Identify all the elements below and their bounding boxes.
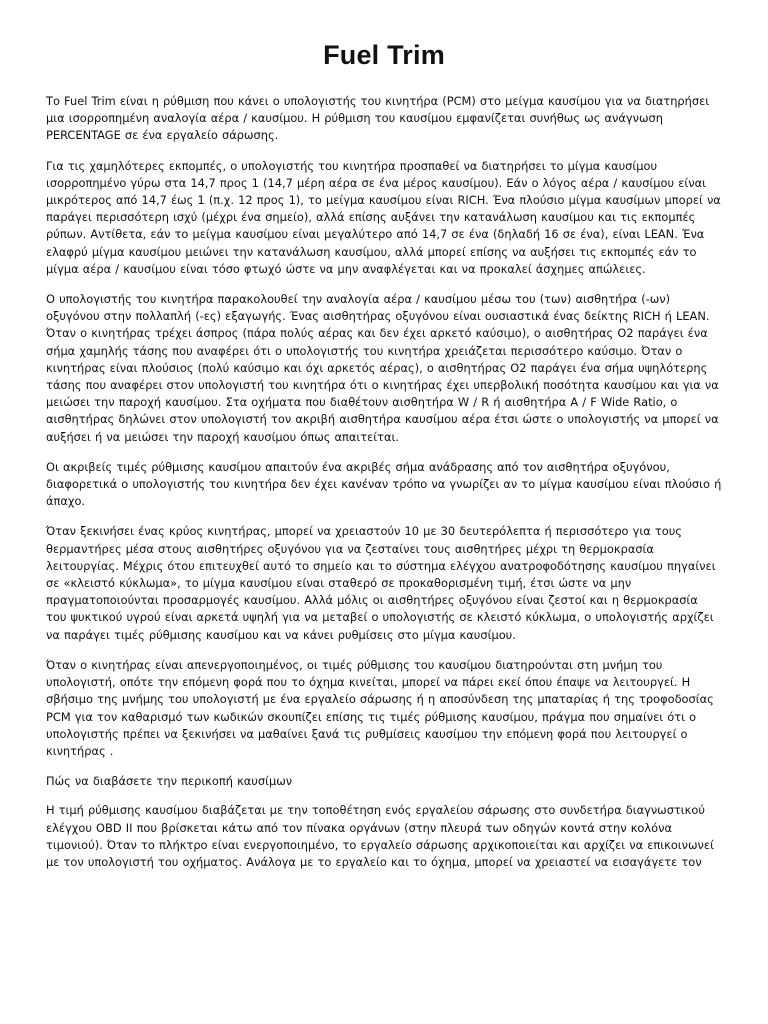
paragraph-air-fuel-ratio: Για τις χαμηλότερες εκπομπές, ο υπολογιστής του κινητήρα προσπαθεί να διατηρήσει το μίγμα καυσίμου ισορροπημένο γύρω στα 14,7 προς 1 (14,7 μέρη αέρα σε ένα μέρος καυσίμου). Εάν ο λόγος αέρα / καυσίμου είναι μικρότερος από 14,7 έως 1 (π.χ. 12 προς 1), το μείγμα καυσίμου είναι RICH. Ένα πλούσιο μίγμα καυσίμων μπορεί να παράγει περισσότερη ισχύ (μέχρι ένα σημείο), αλλά επίσης αυξάνει την κατανάλωση καυσίμου και τις εκπομπές ρύπων. Αντίθετα, εάν το μείγμα καυσίμου είναι μεγαλύτερο από 14,7 σε ένα (δηλαδή 16 σε ένα), είναι LEAN. Ένα ελαφρύ μίγμα καυσίμου μειώνει την κατανάλωση καυσίμου, αλλά μπορεί επίσης να αυξήσει τις εκπομπές εάν το μίγμα αέρα / καυσίμου είναι τόσο φτωχό ώστε να μην αναφλέγεται και να προκαλεί άσχημες απώλειες. [46, 158, 721, 276]
paragraph-fuel-trim-definition: Το Fuel Trim είναι η ρύθμιση που κάνει ο υπολογιστής του κινητήρα (PCM) στο μείγμα καυσίμου για να διατηρήσει μια ισορροπημένη αναλογία αέρα / καυσίμου. Η ρύθμιση του καυσίμου εμφανίζεται συνήθως ως ανάγνωση PERCENTAGE σε ένα εργαλείο σάρωσης. [46, 94, 710, 143]
paragraph-reading-fuel-trim: Η τιμή ρύθμισης καυσίμου διαβάζεται με την τοποθέτηση ενός εργαλείου σάρωσης στο συνδετήρα διαγνωστικού ελέγχου OBD II που βρίσκεται κάτω από τον πίνακα οργάνων (στην πλευρά των οδηγών κοντά στην κολόνα τιμονιού). Όταν το πλήκτρο είναι ενεργοποιημένο, το εργαλείο σάρωσης αρχικοποιείται και αρχίζει να επικοινωνεί με τον υπολογιστή του οχήματος. Ανάλογα με το εργαλείο και το όχημα, μπορεί να χρειαστεί να εισαγάγετε τον [46, 803, 714, 869]
paragraph-oxygen-sensor: Ο υπολογιστής του κινητήρα παρακολουθεί την αναλογία αέρα / καυσίμου μέσω του (των) αισθητήρα (-ων) οξυγόνου στην πολλαπλή (-ες) εξαγωγής. Ένας αισθητήρας οξυγόνου είναι ουσιαστικά ένας δείκτης RICH ή LEAN. Όταν ο κινητήρας τρέχει άσπρος (πάρα πολύς αέρας και δεν έχει αρκετό καύσιμο), ο αισθητήρας O2 παράγει ένα σήμα χαμηλής τάσης που αναφέρει ότι ο υπολογιστής του κινητήρα χρειάζεται περισσότερο καύσιμο. Όταν ο κινητήρας είναι πλούσιος (πολύ καύσιμο και όχι αρκετός αέρας), ο αισθητήρας O2 παράγει ένα σήμα υψηλότερης τάσης που αναφέρει στον υπολογιστή του κινητήρα ότι ο κινητήρας έχει υπερβολική ποσότητα καυσίμου και για να μειώσει την παροχή καυσίμου. Στα οχήματα που διαθέτουν αισθητήρα W / R ή αισθητήρα A / F Wide Ratio, ο αισθητήρας δηλώνει στον υπολογιστή τον ακριβή αισθητήρα καυσίμου αέρα έτσι ώστε ο υπολογιστής να μπορεί να αυξήσει ή να μειώσει την παροχή καυσίμου όπως απαιτείται. [46, 292, 719, 444]
paragraph-feedback-signal: Οι ακριβείς τιμές ρύθμισης καυσίμου απαιτούν ένα ακριβές σήμα ανάδρασης από τον αισθητήρα οξυγόνου, διαφορετικά ο υπολογιστής του κινητήρα δεν έχει κανέναν τρόπο να γνωρίζει αν το μίγμα καυσίμου είναι πλούσιο ή άπαχο. [46, 459, 722, 509]
paragraph-cold-start: Όταν ξεκινήσει ένας κρύος κινητήρας, μπορεί να χρειαστούν 10 με 30 δευτερόλεπτα ή περισσότερο για τους θερμαντήρες μέσα στους αισθητήρες οξυγόνου για να ζεσταίνει τους αισθητήρες μέχρι τη θερμοκρασία λειτουργίας. Μέχρις ότου επιτευχθεί αυτό το σημείο και το σύστημα ελέγχου ανατροφοδότησης καυσίμου πηγαίνει σε «κλειστό κύκλωμα», το μίγμα καυσίμου είναι σταθερό σε προκαθορισμένη τιμή, έτσι ώστε να μην πραγματοποιούνται προσαρμογές καυσίμου. Αλλά μόλις οι αισθητήρες οξυγόνου είναι ζεστοί και η θερμοκρασία του ψυκτικού υγρού είναι αρκετά υψηλή για να μεταβεί ο υπολογιστής σε κλειστό κύκλωμα, ο υπολογιστής αρχίζει να παράγει τιμές ρύθμισης καυσίμου και να κάνει ρυθμίσεις στο μίγμα καυσίμου. [46, 524, 716, 642]
document-title: Fuel Trim [323, 40, 445, 70]
paragraph-memory: Όταν ο κινητήρας είναι απενεργοποιημένος, οι τιμές ρύθμισης του καυσίμου διατηρούνται στη μνήμη του υπολογιστή, οπότε την επόμενη φορά που το όχημα κινείται, μπορεί να πάρει εκεί όπου έπαψε να λειτουργεί. Η σβήσιμο της μνήμης του υπολογιστή με ένα εργαλείο σάρωσης ή η αποσύνδεση της μπαταρίας ή της τροφοδοσίας PCM για τον καθαρισμό των κωδικών σκουπίζει επίσης τις τιμές ρύθμισης καυσίμου, πράγμα που σημαίνει ότι ο υπολογιστής πρέπει να ξεκινήσει να μαθαίνει ξανά τις ρυθμίσεις καυσίμου την επόμενη φορά που λειτουργεί ο κινητήρας . [46, 657, 714, 758]
section-heading-how-to-read: Πώς να διαβάσετε την περικοπή καυσίμων [46, 774, 293, 789]
document-page [46, 40, 722, 884]
